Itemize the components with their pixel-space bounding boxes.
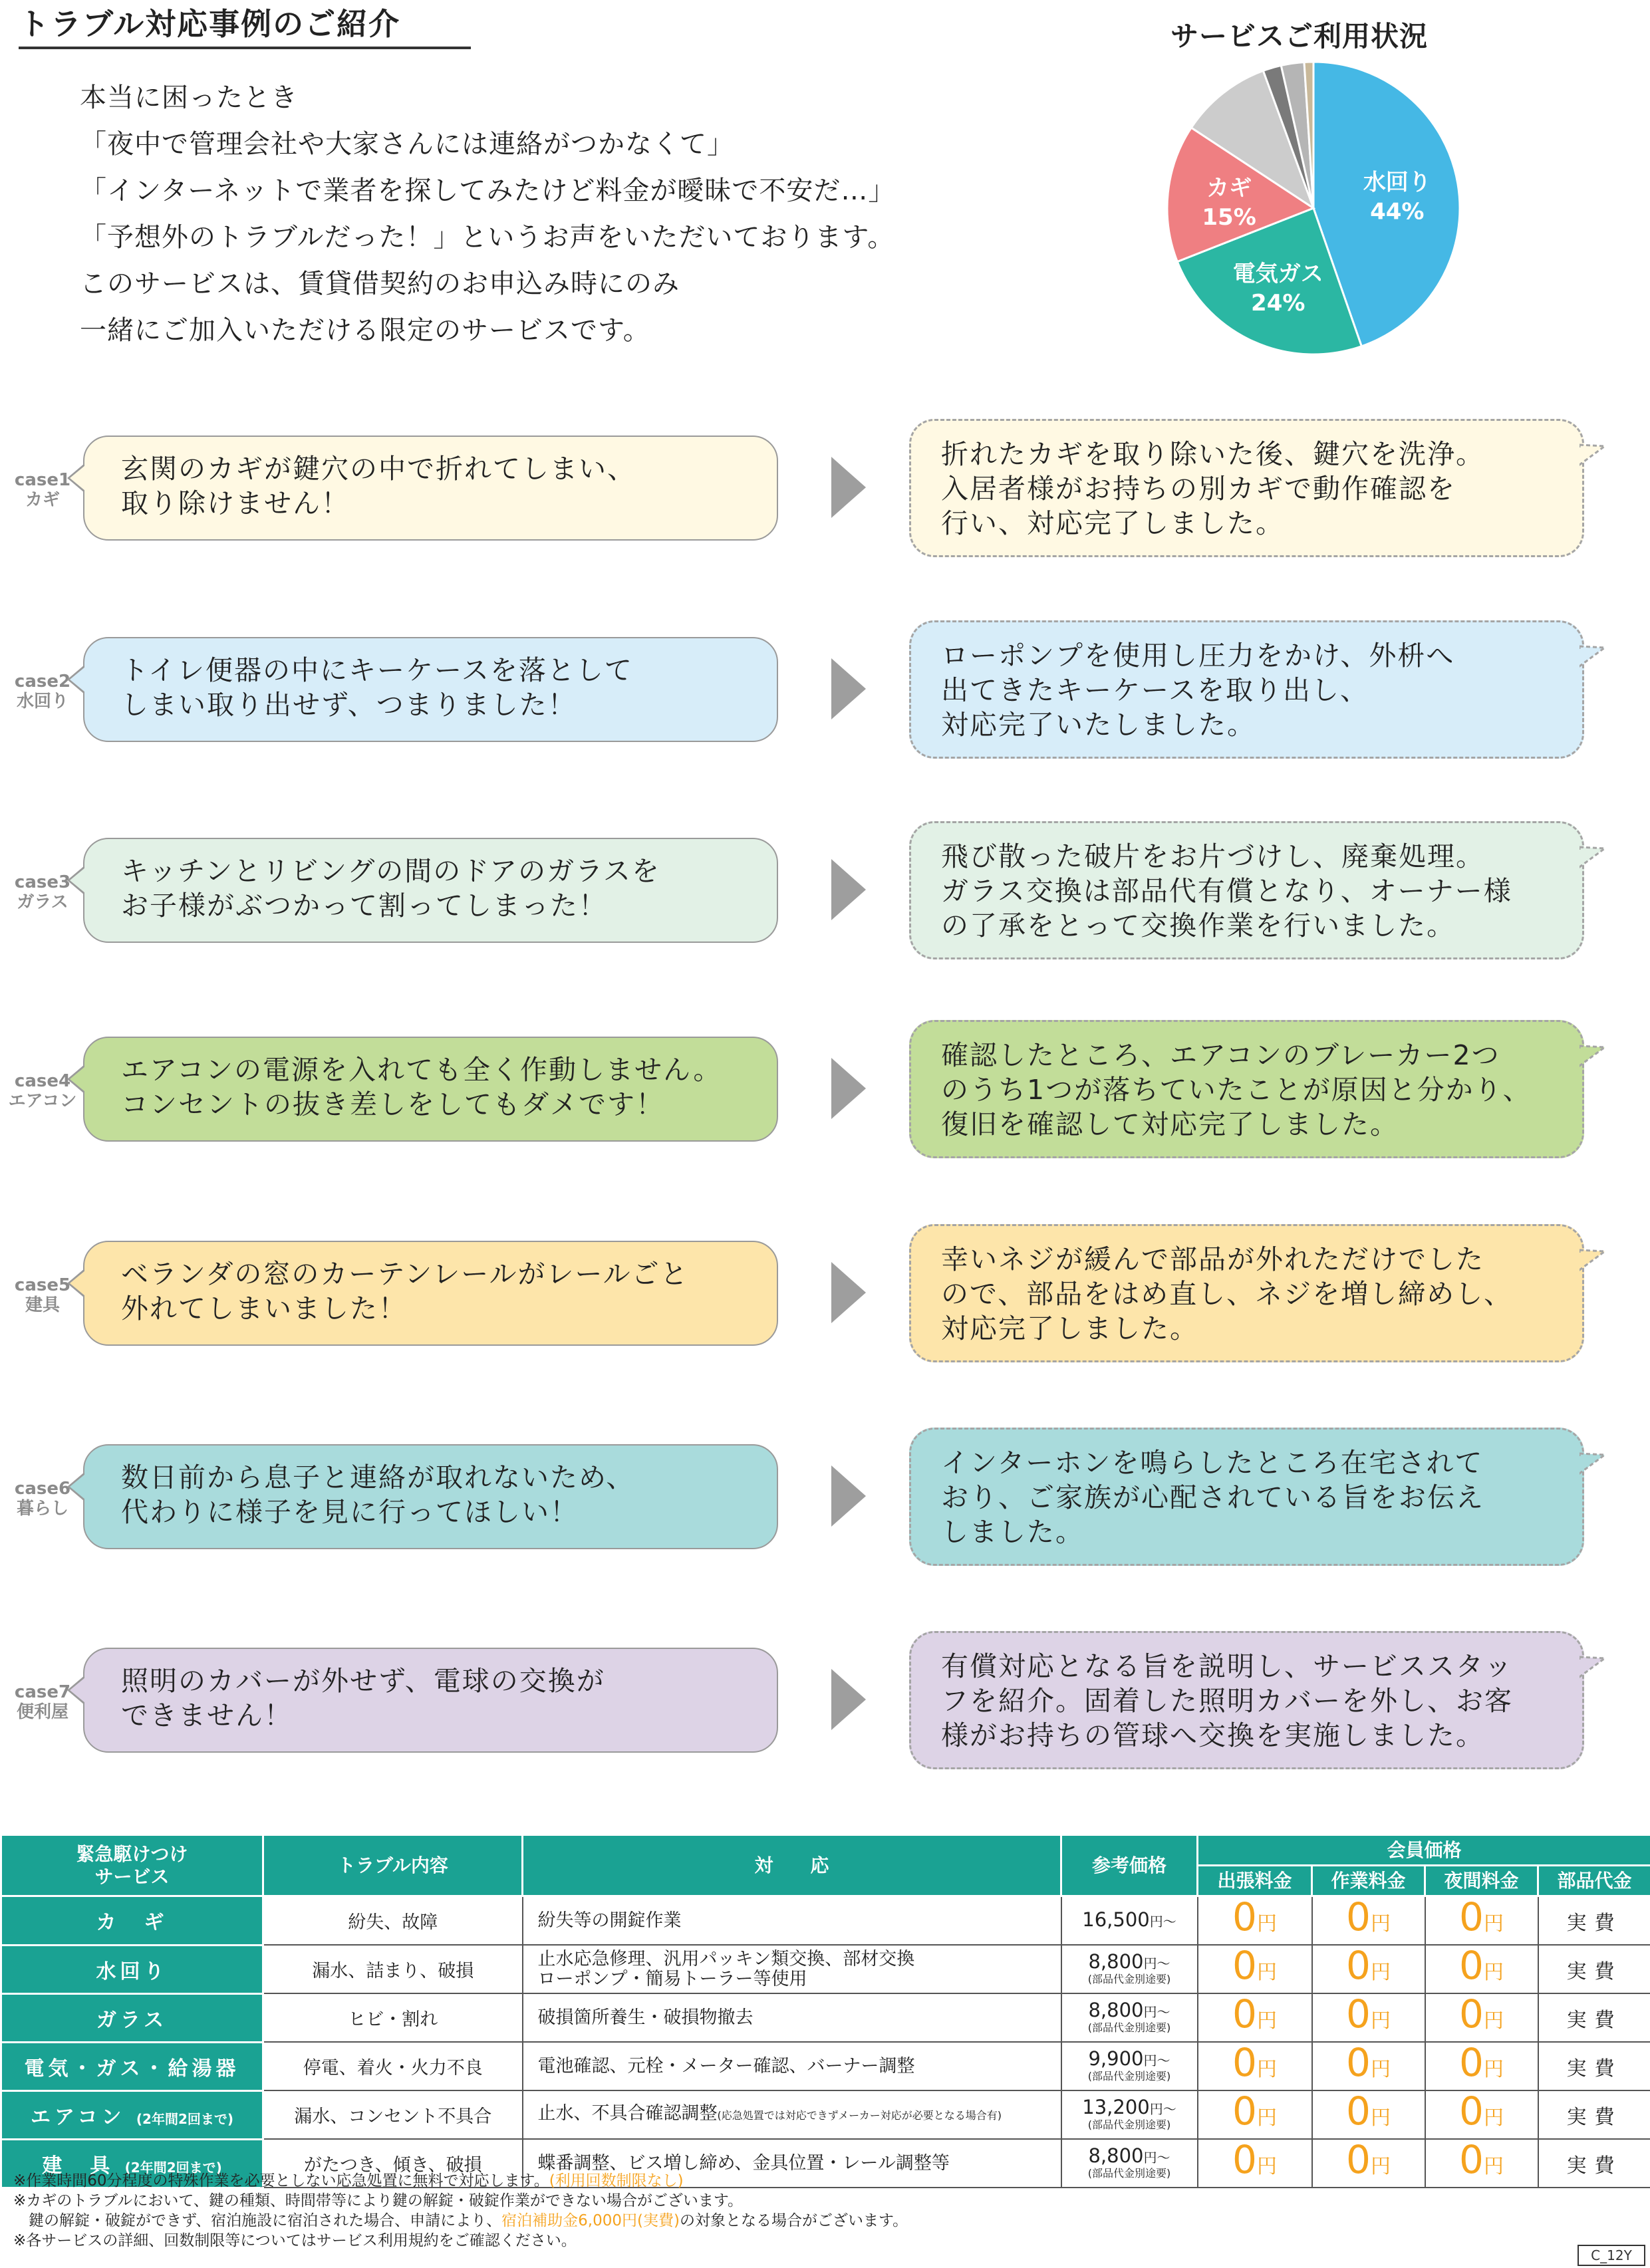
member-fee-cell (1198, 1993, 1312, 2042)
footnote-text: の対象となる場合がございます。 (679, 2212, 908, 2229)
page-title: トラブル対応事例のご紹介 (19, 0, 471, 49)
trouble-cell: がたつき、傾き、破損 (263, 2139, 523, 2188)
ref-price-note: (部品代金別途要) (1087, 2167, 1171, 2180)
member-fee-value: 0 (1459, 1894, 1484, 1940)
member-fee-cell (1312, 1896, 1425, 1946)
service-note: (2年間2回まで) (124, 2159, 222, 2176)
member-fee-value: 0 (1346, 2040, 1371, 2085)
response-line (538, 1950, 1061, 1969)
member-fee-value: 0 (1459, 2137, 1484, 2182)
case-category: エアコン (8, 1091, 77, 1111)
ref-price-cell (1061, 1945, 1198, 1993)
ref-price-cell (1061, 1896, 1198, 1946)
member-fee-unit: 円 (1483, 2155, 1504, 2178)
bubble-tail (1580, 846, 1606, 868)
footnote: ※各サービスの詳細、回数制限等についてはサービス利用規約をご確認ください。 (13, 2232, 577, 2249)
case-answer-line: おり、ご家族が心配されている旨をお伝え (941, 1481, 1484, 1513)
ref-price-cell (1061, 2042, 1198, 2090)
pie-slice-value: 44% (1370, 198, 1425, 225)
service-name: エアコン (30, 2105, 126, 2129)
pie-slice-value: 15% (1202, 203, 1256, 231)
pie-slice-label: カギ (1206, 174, 1252, 201)
parts-fee-cell: 実費 (1538, 1993, 1650, 2042)
bubble-tail (1580, 1045, 1606, 1067)
case-question-line: 数日前から息子と連絡が取れないため、 (121, 1461, 635, 1493)
case-category: ガラス (17, 892, 69, 912)
ref-price-value: 8,800 (1088, 2144, 1144, 2167)
case-answer-line: ので、部品をはめ直し、ネジを増し締めし、 (941, 1278, 1513, 1310)
ref-price-cell (1061, 1993, 1198, 2042)
member-fee-cell (1425, 1896, 1538, 1946)
case-answer-line: 飛び散った破片をお片づけし、廃棄処理。 (941, 840, 1484, 872)
case-answer-line: 対応完了いたしました。 (941, 709, 1256, 741)
footnote-highlight: (利用回数制限なし) (549, 2172, 684, 2190)
service-note: (2年間2回まで) (136, 2110, 234, 2127)
ref-price-unit: 円〜 (1143, 2150, 1170, 2166)
case-question-line: しまい取り出せず、つまりました！ (121, 689, 577, 721)
case-number: case3 (14, 872, 71, 892)
member-fee-cell (1425, 1993, 1538, 2042)
header-trouble: トラブル内容 (263, 1835, 523, 1896)
ref-price-value: 16,500 (1082, 1908, 1150, 1931)
bubble-tail-fill (70, 1474, 85, 1499)
response-text: 電池確認、元栓・メーター確認、バーナー調整 (537, 2055, 915, 2077)
member-fee-value: 0 (1459, 2088, 1484, 2134)
case-question-line: エアコンの電源を入れても全く作動しません。 (121, 1054, 722, 1086)
member-fee-unit: 円 (1256, 2155, 1277, 2178)
bubble-tail-fill (70, 1678, 85, 1703)
response-cell (523, 1945, 1061, 1993)
ref-price-note: (部品代金別途要) (1087, 2070, 1171, 2082)
case-answer-line: 幸いネジが緩んで部品が外れただけでした (941, 1243, 1484, 1275)
response-cell (523, 1896, 1061, 1946)
case-arrow-icon (831, 457, 866, 518)
bubble-tail (1580, 1656, 1606, 1678)
member-fee-cell (1312, 2042, 1425, 2090)
member-fee-value: 0 (1459, 1943, 1484, 1988)
member-fee-value: 0 (1232, 1943, 1257, 1988)
member-fee-value: 0 (1346, 2137, 1371, 2182)
case-number: case7 (14, 1682, 71, 1702)
case-answer-line: ガラス交換は部品代有償となり、オーナー様 (941, 875, 1512, 907)
header-dispatch-fee: 出張料金 (1198, 1866, 1312, 1896)
case-question-line: 照明のカバーが外せず、電球の交換が (121, 1665, 605, 1697)
case-answer-line: 確認したところ、エアコンのブレーカー2つ (941, 1039, 1500, 1071)
intro-text (80, 74, 895, 354)
bubble-tail-fill (70, 465, 85, 491)
document-code: C_12Y (1578, 2245, 1645, 2266)
member-fee-cell (1312, 2090, 1425, 2139)
case-answer-line: 入居者様がお持ちの別カギで動作確認を (941, 473, 1456, 505)
intro-line: 「インターネットで業者を探してみたけど料金が曖昧で不安だ…」 (80, 176, 896, 206)
member-fee-cell (1312, 2139, 1425, 2188)
member-fee-cell (1198, 2090, 1312, 2139)
parts-fee-cell: 実費 (1538, 2090, 1650, 2139)
header-ref-price: 参考価格 (1061, 1835, 1198, 1896)
member-fee-cell (1198, 2042, 1312, 2090)
case-question-bubble (83, 436, 778, 541)
case-question-line: 玄関のカギが鍵穴の中で折れてしまい、 (121, 453, 636, 485)
case-number: case6 (14, 1479, 71, 1499)
case-answer-bubble (909, 1224, 1584, 1362)
case-answer-line: 有償対応となる旨を説明し、サービススタッ (941, 1650, 1513, 1682)
intro-line: このサービスは、賃貸借契約のお申込み時にのみ (80, 269, 680, 299)
response-cell (523, 1993, 1061, 2042)
case-number: case5 (14, 1275, 71, 1295)
service-name-cell (1, 2090, 263, 2139)
member-fee-value: 0 (1232, 2040, 1257, 2085)
response-text: 止水、不具合確認調整 (537, 2103, 718, 2124)
response-text: 破損箇所養生・破損物撤去 (537, 2007, 754, 2028)
response-line (538, 2104, 1061, 2126)
response-cell (523, 2090, 1061, 2139)
service-name-cell (1, 1993, 263, 2042)
case-number: case1 (14, 470, 71, 490)
bubble-tail (1580, 443, 1606, 466)
ref-price-value: 8,800 (1088, 1950, 1144, 1973)
member-fee-unit: 円 (1483, 1961, 1504, 1984)
usage-pie-chart (1154, 59, 1473, 364)
member-fee-value: 0 (1346, 1894, 1371, 1940)
member-fee-unit: 円 (1483, 2058, 1504, 2081)
case-question-line: 代わりに様子を見に行ってほしい！ (121, 1496, 579, 1528)
bubble-tail (1580, 1249, 1606, 1271)
table-row (1, 1896, 1650, 1946)
header-member-price: 会員価格 (1198, 1835, 1650, 1866)
member-fee-unit: 円 (1256, 2009, 1277, 2033)
case-arrow-icon (831, 1669, 866, 1730)
member-fee-cell (1425, 2042, 1538, 2090)
intro-line: 一緒にご加入いただける限定のサービスです。 (80, 315, 650, 346)
service-name-cell (1, 1896, 263, 1946)
case-question-line: トイレ便器の中にキーケースを落として (121, 654, 633, 686)
member-fee-value: 0 (1232, 1991, 1257, 2037)
service-name: 建 具 (42, 2154, 114, 2178)
footnote-text: 鍵の解錠・破錠ができず、宿泊施設に宿泊された場合、申請により、 (13, 2212, 502, 2229)
case-answer-bubble (909, 620, 1584, 759)
ref-price-value: 9,900 (1088, 2047, 1144, 2070)
case-question-line: お子様がぶつかって割ってしまった！ (121, 890, 607, 922)
parts-fee-cell: 実費 (1538, 1896, 1650, 1946)
trouble-cell: 漏水、詰まり、破損 (263, 1945, 523, 1993)
pie-chart-title: サービスご利用状況 (1170, 20, 1429, 53)
ref-price-value: 13,200 (1082, 2096, 1150, 2118)
case-question-bubble (83, 1037, 778, 1142)
pie-slice-label: 電気ガス (1232, 260, 1323, 287)
member-fee-value: 0 (1232, 2137, 1257, 2182)
table-row (1, 1993, 1650, 2042)
ref-price-unit: 円〜 (1143, 1955, 1170, 1971)
case-question-bubble (83, 637, 778, 742)
case-answer-line: のうち1つが落ちていたことが原因と分かり、 (941, 1074, 1532, 1106)
bubble-tail-fill (70, 1271, 85, 1296)
case-answer-line: ローポンプを使用し圧力をかけ、外枡へ (941, 640, 1455, 672)
case-question-line: ベランダの窓のカーテンレールがレールごと (121, 1258, 689, 1290)
member-fee-unit: 円 (1483, 2106, 1504, 2130)
parts-fee-cell: 実費 (1538, 2139, 1650, 2188)
header-service-line: 緊急駆けつけ (76, 1842, 188, 1865)
response-line (538, 2154, 1061, 2174)
footnote: ※カギのトラブルにおいて、鍵の種類、時間帯等により鍵の解錠・破錠作業ができない場合がございます。 (13, 2192, 744, 2209)
case-answer-line: 出てきたキーケースを取り出し、 (941, 674, 1369, 706)
member-fee-unit: 円 (1256, 1912, 1277, 1936)
case-answer-bubble (909, 419, 1584, 557)
case-answer-bubble (909, 821, 1584, 959)
case-category: 暮らし (16, 1499, 69, 1519)
case-answer-line: の了承をとって交換作業を行いました。 (941, 910, 1456, 942)
case-arrow-icon (831, 859, 866, 920)
case-arrow-icon (831, 1262, 866, 1323)
ref-price-unit: 円〜 (1149, 2101, 1176, 2117)
intro-line: 「予想外のトラブルだった！」というお声をいただいております。 (80, 222, 895, 253)
member-fee-cell (1198, 1896, 1312, 1946)
member-fee-unit: 円 (1370, 2058, 1391, 2081)
trouble-cell: 漏水、コンセント不具合 (263, 2090, 523, 2139)
member-fee-unit: 円 (1370, 2155, 1391, 2178)
trouble-cell: 紛失、故障 (263, 1896, 523, 1946)
member-fee-unit: 円 (1483, 2009, 1504, 2033)
price-table (0, 1834, 1650, 2189)
parts-fee-cell: 実費 (1538, 2042, 1650, 2090)
bubble-tail-fill (70, 868, 85, 893)
member-fee-value: 0 (1346, 1991, 1371, 2037)
case-question-bubble (83, 838, 778, 943)
response-text: 止水応急修理、汎用パッキン類交換、部材交換 (537, 1948, 915, 1969)
response-text: 蝶番調整、ビス増し締め、金具位置・レール調整等 (537, 2152, 950, 2174)
response-text: 紛失等の開錠作業 (537, 1910, 682, 1931)
response-cell (523, 2042, 1061, 2090)
header-service (1, 1835, 263, 1896)
response-line (538, 1911, 1061, 1931)
response-line (538, 2008, 1061, 2028)
intro-line: 本当に困ったとき (80, 82, 298, 113)
pie-slice-label: 水回り (1363, 169, 1431, 196)
bubble-tail-fill (70, 667, 85, 692)
ref-price-unit: 円〜 (1149, 1914, 1176, 1930)
member-fee-unit: 円 (1370, 2009, 1391, 2033)
member-fee-cell (1425, 1945, 1538, 1993)
case-arrow-icon (831, 1058, 866, 1119)
member-fee-value: 0 (1346, 1943, 1371, 1988)
member-fee-cell (1312, 1945, 1425, 1993)
parts-fee-cell: 実費 (1538, 1945, 1650, 1993)
intro-line: 「夜中で管理会社や大家さんには連絡がつかなくて」 (80, 129, 734, 160)
ref-price-unit: 円〜 (1143, 2004, 1170, 2020)
footnote (13, 2211, 908, 2231)
case-number: case4 (14, 1071, 71, 1091)
footnote-highlight: 宿泊補助金6,000円(実費) (501, 2212, 680, 2229)
case-question-bubble (83, 1241, 778, 1346)
member-fee-unit: 円 (1256, 2106, 1277, 2130)
ref-price-note: (部品代金別途要) (1087, 2021, 1171, 2034)
bubble-tail (1580, 1452, 1606, 1475)
case-question-line: できません！ (121, 1700, 293, 1731)
case-answer-line: 対応完了しました。 (941, 1313, 1198, 1344)
case-category: 水回り (16, 692, 69, 711)
ref-price-cell (1061, 2090, 1198, 2139)
trouble-cell: ヒビ・割れ (263, 1993, 523, 2042)
service-name: 電気・ガス・給湯器 (24, 2057, 240, 2080)
response-note: (応急処置では対応できずメーカー対応が必要となる場合有) (717, 2109, 1002, 2122)
header-response: 対 応 (523, 1835, 1061, 1896)
table-row (1, 2090, 1650, 2139)
service-name-cell (1, 2042, 263, 2090)
ref-price-note: (部品代金別途要) (1087, 1973, 1171, 1985)
header-parts-fee: 部品代金 (1538, 1866, 1650, 1896)
ref-price-note: (部品代金別途要) (1087, 2118, 1171, 2131)
member-fee-value: 0 (1459, 1991, 1484, 2037)
case-answer-line: 行い、対応完了しました。 (941, 507, 1284, 539)
footnotes (13, 2171, 908, 2251)
member-fee-value: 0 (1459, 2040, 1484, 2085)
case-category: カギ (25, 490, 60, 510)
case-answer-line: 様がお持ちの管球へ交換を実施しました。 (941, 1719, 1484, 1751)
case-answer-line: 復旧を確認して対応完了しました。 (941, 1108, 1399, 1140)
case-question-bubble (83, 1648, 778, 1753)
pie-slice-value: 24% (1251, 289, 1306, 316)
table-row (1, 2042, 1650, 2090)
case-answer-line: 折れたカギを取り除いた後、鍵穴を洗浄。 (941, 438, 1484, 470)
case-answer-bubble (909, 1631, 1584, 1769)
member-fee-value: 0 (1232, 1894, 1257, 1940)
ref-price-value: 8,800 (1088, 1999, 1144, 2021)
ref-price-cell (1061, 2139, 1198, 2188)
case-answer-line: インターホンを鳴らしたところ在宅されて (941, 1447, 1484, 1479)
header-work-fee: 作業料金 (1312, 1866, 1425, 1896)
case-answer-bubble (909, 1020, 1584, 1158)
member-fee-unit: 円 (1370, 2106, 1391, 2130)
member-fee-value: 0 (1346, 2088, 1371, 2134)
bubble-tail (1580, 645, 1606, 668)
table-row (1, 1945, 1650, 1993)
header-service-line: サービス (94, 1865, 170, 1888)
footnote (13, 2171, 908, 2191)
response-text: ローポンプ・簡易トーラー等使用 (537, 1968, 807, 1989)
case-answer-bubble (909, 1428, 1584, 1566)
case-question-bubble (83, 1444, 778, 1549)
header-night-fee: 夜間料金 (1425, 1866, 1538, 1896)
response-line (538, 2057, 1061, 2077)
case-arrow-icon (831, 1465, 866, 1527)
member-fee-cell (1312, 1993, 1425, 2042)
case-question-line: キッチンとリビングの間のドアのガラスを (121, 855, 660, 887)
member-fee-unit: 円 (1370, 1961, 1391, 1984)
case-category: 建具 (25, 1295, 60, 1315)
member-fee-unit: 円 (1483, 1912, 1504, 1936)
member-fee-value: 0 (1232, 2088, 1257, 2134)
member-fee-unit: 円 (1256, 1961, 1277, 1984)
trouble-cell: 停電、着火・火力不良 (263, 2042, 523, 2090)
case-category: 便利屋 (16, 1702, 69, 1722)
case-question-line: 外れてしまいました！ (121, 1293, 407, 1324)
case-number: case2 (14, 672, 71, 692)
case-question-line: コンセントの抜き差しをしてもダメです！ (121, 1088, 664, 1120)
service-name: カ ギ (96, 1911, 168, 1935)
member-fee-cell (1425, 2139, 1538, 2188)
case-answer-line: しました。 (941, 1516, 1084, 1548)
bubble-tail-fill (70, 1067, 85, 1092)
case-arrow-icon (831, 658, 866, 719)
service-name-cell (1, 1945, 263, 1993)
service-name: 水回り (96, 1959, 168, 1983)
case-question-line: 取り除けません！ (121, 487, 350, 519)
ref-price-unit: 円〜 (1143, 2053, 1170, 2069)
member-fee-unit: 円 (1256, 2058, 1277, 2081)
response-line (538, 1969, 1061, 1989)
case-answer-line: フを紹介。固着した照明カバーを外し、お客 (941, 1685, 1513, 1717)
member-fee-unit: 円 (1370, 1912, 1391, 1936)
member-fee-cell (1198, 2139, 1312, 2188)
member-fee-cell (1198, 1945, 1312, 1993)
footnote-text: ※作業時間60分程度の特殊作業を必要としない応急処置に無料で対応します。 (13, 2172, 549, 2190)
service-name: ガラス (96, 2008, 168, 2032)
member-fee-cell (1425, 2090, 1538, 2139)
